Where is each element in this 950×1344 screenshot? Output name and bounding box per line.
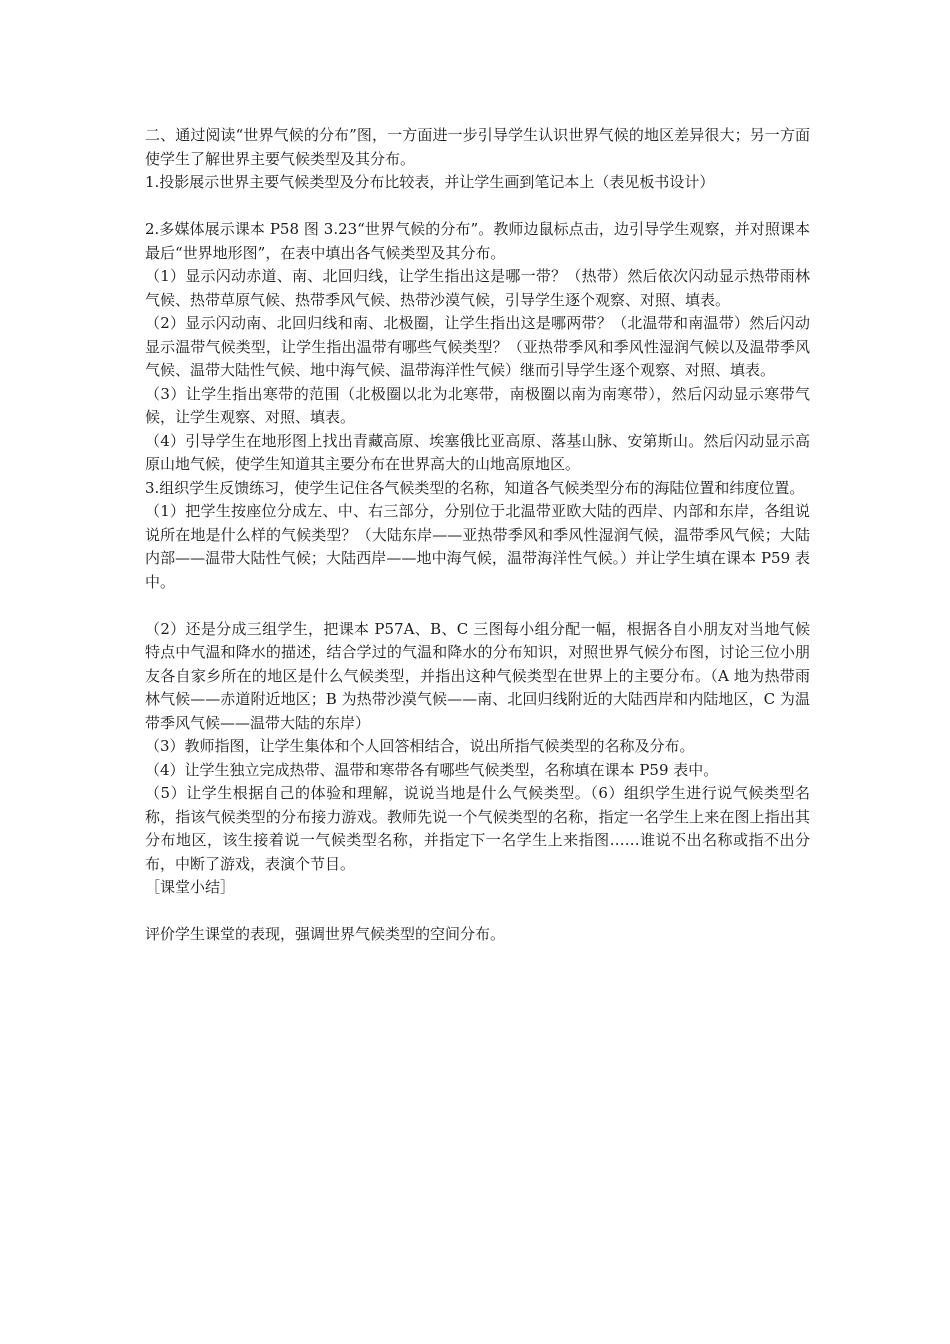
paragraph-step-3-item-5-6: （5）让学生根据自己的体验和理解，说说当地是什么气候类型。（6）组织学生进行说气候类型名称，指该气候类型的分布接力游戏。教师先说一个气候类型的名称，指定一名学生上来在图上指出其分布地区，该生接着说一气候类型名称，并指定下一名学生上来指图……谁说不出名称或指不出分布，中断了游戏，表演个节目。 [145, 784, 810, 873]
blank-line [145, 594, 810, 618]
paragraph-step-3-item-4: （4）让学生独立完成热带、温带和寒带各有哪些气候类型，名称填在课本 P59 表中。 [145, 760, 719, 779]
paragraph-step-3: 3.组织学生反馈练习，使学生记住各气候类型的名称，知道各气候类型分布的海陆位置和纬度位置。 [145, 478, 805, 497]
blank-line [145, 195, 810, 219]
paragraph-step-2-item-2: （2）显示闪动南、北回归线和南、北极圈，让学生指出这是哪两带？（北温带和南温带）然后闪动显示温带气候类型，让学生指出温带有哪些气候类型？（亚热带季风和季风性湿润气候以及温带季风气候、温带大陆性气候、地中海气候、温带海洋性气候）继而引导学生逐个观察、对照、填表。 [145, 314, 810, 379]
paragraph-step-3-item-2: （2）还是分成三组学生，把课本 P57A、B、C 三图每小组分配一幅，根据各自小朋友对当地气候特点中气温和降水的描述，结合学过的气温和降水的分布知识，对照世界气候分布图，讨论三位小朋友各自家乡所在的地区是什么气候类型，并指出这种气候类型在世界上的主要分布。（A 地为热带雨林气候——赤道附近地区；B 为热带沙漠气候——南、北回归线附近的大陆西岸和内陆地区，C 为温带季风气候——温带大陆的东岸） [145, 619, 810, 732]
paragraph-step-1: 1.投影展示世界主要气候类型及分布比较表，并让学生画到笔记本上（表见板书设计） [145, 173, 715, 191]
paragraph-step-3-item-1: （1）把学生按座位分成左、中、右三部分，分别位于北温带亚欧大陆的西岸、内部和东岸，各组说说所在地是什么样的气候类型？（大陆东岸——亚热带季风和季风性湿润气候，温带季风气候；大陆内部——温带大陆性气候；大陆西岸——地中海气候，温带海洋性气候。）并让学生填在课本 P59 表中。 [145, 502, 810, 591]
paragraph-step-2-item-3: （3）让学生指出寒带的范围（北极圈以北为北寒带，南极圈以南为南寒带），然后闪动显示寒带气候，让学生观察、对照、填表。 [145, 384, 810, 426]
document-body [145, 124, 810, 947]
blank-line [145, 900, 810, 924]
paragraph-step-2-item-4: （4）引导学生在地形图上找出青藏高原、埃塞俄比亚高原、落基山脉、安第斯山。然后闪动显示高原山地气候，使学生知道其主要分布在世界高大的山地高原地区。 [145, 431, 810, 473]
paragraph-summary: 评价学生课堂的表现，强调世界气候类型的空间分布。 [145, 925, 506, 943]
paragraph-section-two-intro: 二、通过阅读“世界气候的分布”图，一方面进一步引导学生认识世界气候的地区差异很大；另一方面使学生了解世界主要气候类型及其分布。 [145, 126, 810, 168]
section-heading-summary: ［课堂小结］ [145, 878, 236, 896]
paragraph-step-3-item-3: （3）教师指图，让学生集体和个人回答相结合，说出所指气候类型的名称及分布。 [145, 737, 695, 755]
paragraph-step-2-item-1: （1）显示闪动赤道、南、北回归线，让学生指出这是哪一带？（热带）然后依次闪动显示热带雨林气候、热带草原气候、热带季风气候、热带沙漠气候，引导学生逐个观察、对照、填表。 [145, 267, 810, 309]
paragraph-step-2: 2.多媒体展示课本 P58 图 3.23“世界气候的分布”。教师边鼠标点击，边引导学生观察，并对照课本最后“世界地形图”，在表中填出各气候类型及其分布。 [145, 220, 810, 262]
